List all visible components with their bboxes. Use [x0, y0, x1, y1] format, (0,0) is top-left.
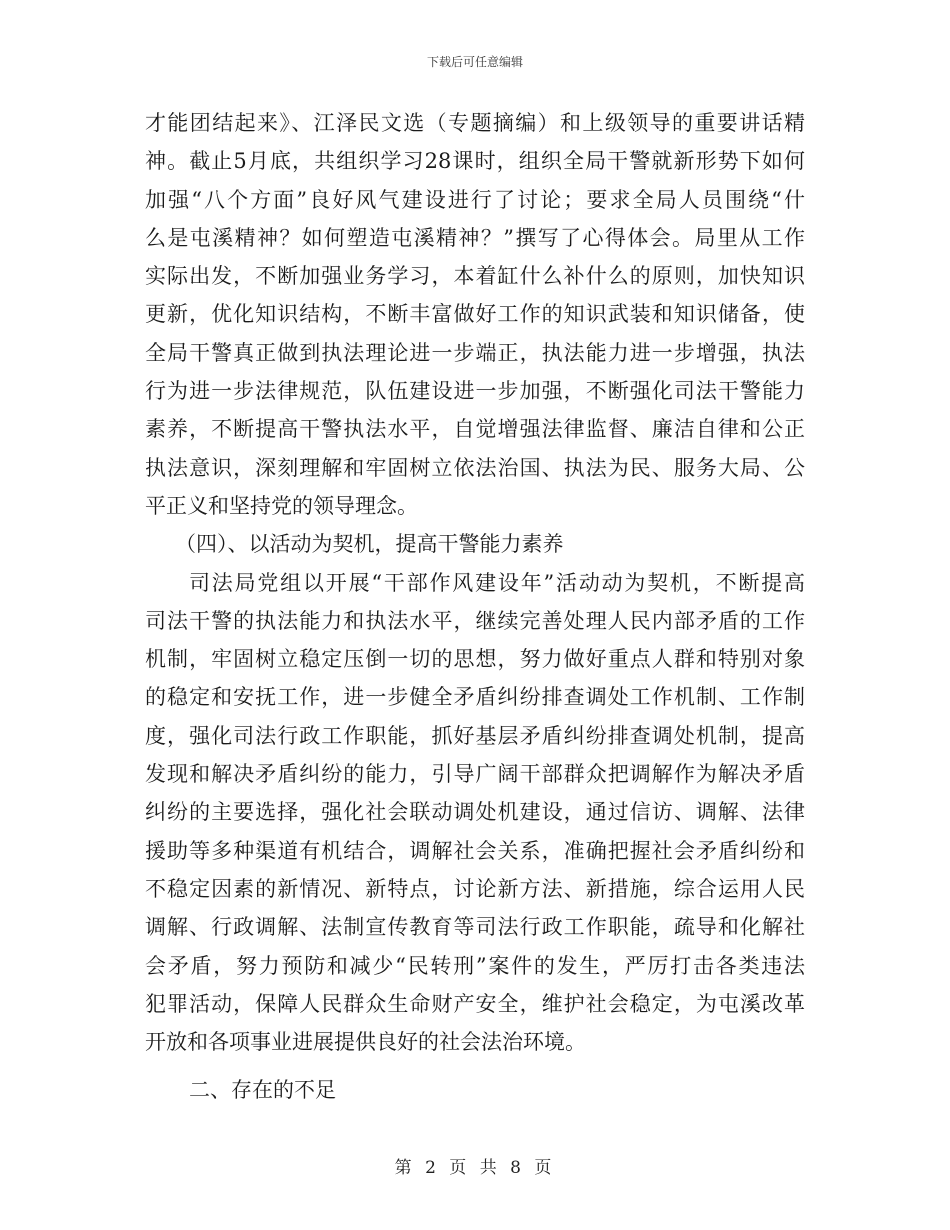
text-line: 才能团结起来》、江泽民文选（专题摘编）和上级领导的重要讲话精 — [145, 111, 805, 135]
text-line: 全局干警真正做到执法理论进一步端正，执法能力进一步增强，执法 — [145, 340, 805, 365]
text-line: 犯罪活动，保障人民群众生命财产安全，维护社会稳定，为屯溪改革 — [145, 991, 805, 1016]
text-line: 更新，优化知识结构，不断丰富做好工作的知识武装和知识储备，使 — [145, 302, 805, 327]
paragraph-2 — [145, 564, 805, 1062]
text-line: 行为进一步法律规范，队伍建设进一步加强，不断强化司法干警能力 — [145, 379, 805, 404]
text-line: 素养，不断提高干警执法水平，自觉增强法律监督、廉洁自律和公正 — [145, 417, 805, 442]
text-line: 发现和解决矛盾纠纷的能力，引导广阔干部群众把调解作为解决矛盾 — [145, 762, 805, 787]
text-line: 的稳定和安抚工作，进一步健全矛盾纠纷排查调处工作机制、工作制 — [145, 685, 805, 710]
page-header: 下载后可任意编辑 — [426, 55, 523, 69]
text-line: 调解、行政调解、法制宣传教育等司法行政工作职能，疏导和化解社 — [145, 915, 805, 940]
text-line: 纠纷的主要选择，强化社会联动调处机建设，通过信访、调解、法律 — [145, 800, 805, 825]
text-line: 司法局党组以开展“干部作风建设年”活动动为契机，不断提高 — [189, 570, 805, 595]
text-line: 执法意识，深刻理解和牢固树立依法治国、执法为民、服务大局、公 — [145, 455, 805, 480]
text-line: 么是屯溪精神？如何塑造屯溪精神？”撰写了心得体会。局里从工作 — [145, 225, 805, 250]
text-line: 援助等多种渠道有机结合，调解社会关系，准确把握社会矛盾纠纷和 — [145, 838, 805, 863]
text-line: 加强“八个方面”良好风气建设进行了讨论；要求全局人员围绕“什 — [145, 187, 805, 212]
paragraph-spacer — [145, 1061, 805, 1071]
text-line: 实际出发，不断加强业务学习，本着缸什么补什么的原则，加快知识 — [145, 264, 805, 289]
text-line: 度，强化司法行政工作职能，抓好基层矛盾纠纷排查调处机制，提高 — [145, 723, 805, 748]
section-heading-4: （四）、以活动为契机，提高干警能力素养 — [175, 532, 564, 557]
text-line: 司法干警的执法能力和执法水平，继续完善处理人民内部矛盾的工作 — [145, 608, 805, 633]
text-line: 不稳定因素的新情况、新特点，讨论新方法、新措施，综合运用人民 — [145, 876, 805, 901]
text-line: 会矛盾，努力预防和减少“民转刑”案件的发生，严厉打击各类违法 — [145, 953, 805, 978]
text-line: 平正义和坚持党的领导理念。 — [145, 493, 418, 518]
paragraph-1 — [145, 104, 805, 525]
section-heading-2: 二、存在的不足 — [189, 1078, 336, 1103]
text-line: 开放和各项事业进展提供良好的社会法治环境。 — [145, 1030, 586, 1055]
text-line: 机制，牢固树立稳定压倒一切的思想，努力做好重点人群和特别对象 — [145, 647, 805, 672]
page-number: 第 2 页 共 8 页 — [394, 1158, 556, 1178]
document-body — [145, 104, 805, 1110]
text-line: 神。截止5月底，共组织学习28课时，组织全局干警就新形势下如何 — [145, 149, 805, 174]
